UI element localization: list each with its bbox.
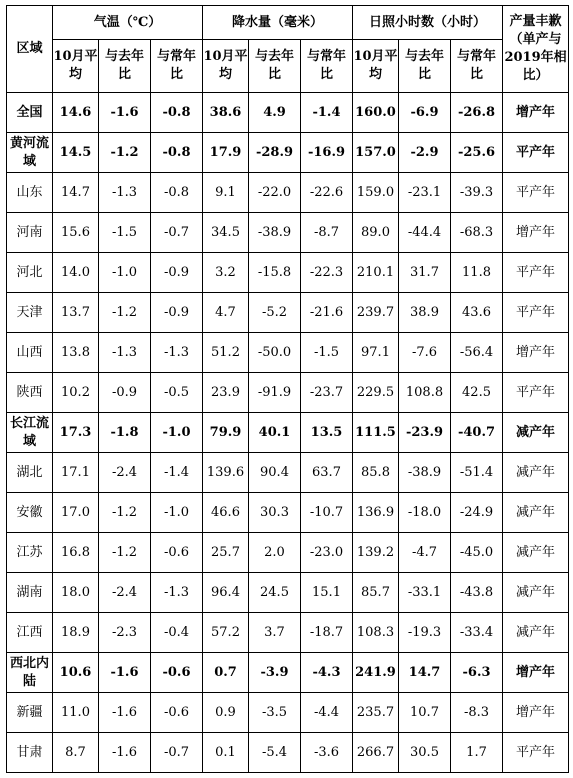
value-cell: 210.1: [353, 253, 399, 293]
table-row: [7, 413, 569, 453]
value-cell: 9.1: [203, 173, 249, 213]
value-cell: -19.3: [399, 613, 451, 653]
value-cell: -3.5: [249, 693, 301, 733]
value-cell: 18.0: [53, 573, 99, 613]
header-temp-last-year: 与去年比: [99, 40, 151, 93]
value-cell: -18.0: [399, 493, 451, 533]
value-cell: -0.9: [151, 253, 203, 293]
value-cell: 136.9: [353, 493, 399, 533]
table-row: [7, 573, 569, 613]
yield-cell: 平产年: [503, 173, 569, 213]
header-sunshine: 日照小时数（小时）: [353, 6, 503, 40]
region-cell: 河北: [7, 253, 53, 293]
header-row-sub: [7, 40, 569, 93]
value-cell: 13.5: [301, 413, 353, 453]
value-cell: -1.2: [99, 533, 151, 573]
value-cell: -3.6: [301, 733, 353, 773]
region-cell: 新疆: [7, 693, 53, 733]
yield-cell: 平产年: [503, 133, 569, 173]
value-cell: -8.3: [451, 693, 503, 733]
region-cell: 西北内陆: [7, 653, 53, 693]
value-cell: -1.6: [99, 693, 151, 733]
value-cell: 13.8: [53, 333, 99, 373]
value-cell: 229.5: [353, 373, 399, 413]
value-cell: 14.5: [53, 133, 99, 173]
value-cell: -2.4: [99, 573, 151, 613]
value-cell: 14.7: [53, 173, 99, 213]
yield-cell: 减产年: [503, 493, 569, 533]
value-cell: 139.2: [353, 533, 399, 573]
value-cell: -8.7: [301, 213, 353, 253]
value-cell: 139.6: [203, 453, 249, 493]
value-cell: -0.8: [151, 93, 203, 133]
value-cell: 85.7: [353, 573, 399, 613]
value-cell: -4.3: [301, 653, 353, 693]
value-cell: 30.5: [399, 733, 451, 773]
table-row: [7, 253, 569, 293]
value-cell: 160.0: [353, 93, 399, 133]
region-cell: 湖南: [7, 573, 53, 613]
value-cell: -6.3: [451, 653, 503, 693]
value-cell: -23.9: [399, 413, 451, 453]
value-cell: 57.2: [203, 613, 249, 653]
value-cell: -23.7: [301, 373, 353, 413]
yield-cell: 减产年: [503, 613, 569, 653]
region-cell: 甘肃: [7, 733, 53, 773]
header-row-main: [7, 6, 569, 40]
value-cell: 42.5: [451, 373, 503, 413]
value-cell: 4.7: [203, 293, 249, 333]
climate-yield-table: [6, 5, 569, 773]
value-cell: -1.4: [151, 453, 203, 493]
yield-cell: 增产年: [503, 333, 569, 373]
value-cell: 25.7: [203, 533, 249, 573]
value-cell: -7.6: [399, 333, 451, 373]
value-cell: -5.4: [249, 733, 301, 773]
value-cell: -39.3: [451, 173, 503, 213]
region-cell: 山东: [7, 173, 53, 213]
header-precipitation: 降水量（毫米）: [203, 6, 353, 40]
region-cell: 山西: [7, 333, 53, 373]
value-cell: -0.7: [151, 213, 203, 253]
value-cell: -1.5: [99, 213, 151, 253]
yield-cell: 增产年: [503, 693, 569, 733]
value-cell: -45.0: [451, 533, 503, 573]
value-cell: 14.6: [53, 93, 99, 133]
value-cell: 10.7: [399, 693, 451, 733]
value-cell: 4.9: [249, 93, 301, 133]
value-cell: -43.8: [451, 573, 503, 613]
value-cell: 24.5: [249, 573, 301, 613]
value-cell: -22.0: [249, 173, 301, 213]
value-cell: 51.2: [203, 333, 249, 373]
table-row: [7, 173, 569, 213]
region-cell: 安徽: [7, 493, 53, 533]
value-cell: 14.0: [53, 253, 99, 293]
value-cell: -21.6: [301, 293, 353, 333]
value-cell: -0.6: [151, 693, 203, 733]
region-cell: 天津: [7, 293, 53, 333]
value-cell: 14.7: [399, 653, 451, 693]
value-cell: 108.8: [399, 373, 451, 413]
value-cell: -18.7: [301, 613, 353, 653]
value-cell: -1.2: [99, 293, 151, 333]
value-cell: 0.7: [203, 653, 249, 693]
region-cell: 江苏: [7, 533, 53, 573]
value-cell: 111.5: [353, 413, 399, 453]
value-cell: -1.6: [99, 93, 151, 133]
table-row: [7, 373, 569, 413]
region-cell: 全国: [7, 93, 53, 133]
value-cell: 96.4: [203, 573, 249, 613]
table-row: [7, 293, 569, 333]
yield-cell: 减产年: [503, 533, 569, 573]
table-row: [7, 613, 569, 653]
value-cell: 90.4: [249, 453, 301, 493]
value-cell: 108.3: [353, 613, 399, 653]
value-cell: -10.7: [301, 493, 353, 533]
yield-cell: 减产年: [503, 573, 569, 613]
value-cell: -0.8: [151, 133, 203, 173]
value-cell: -0.9: [151, 293, 203, 333]
value-cell: -1.3: [99, 173, 151, 213]
value-cell: 3.2: [203, 253, 249, 293]
value-cell: -25.6: [451, 133, 503, 173]
value-cell: -0.6: [151, 533, 203, 573]
yield-cell: 平产年: [503, 733, 569, 773]
value-cell: -2.3: [99, 613, 151, 653]
value-cell: -6.9: [399, 93, 451, 133]
value-cell: -1.0: [99, 253, 151, 293]
value-cell: 40.1: [249, 413, 301, 453]
value-cell: 13.7: [53, 293, 99, 333]
header-temp-avg: 10月平均: [53, 40, 99, 93]
yield-cell: 减产年: [503, 413, 569, 453]
value-cell: -26.8: [451, 93, 503, 133]
yield-cell: 平产年: [503, 373, 569, 413]
value-cell: -0.6: [151, 653, 203, 693]
value-cell: 17.0: [53, 493, 99, 533]
value-cell: -1.6: [99, 733, 151, 773]
region-cell: 黄河流域: [7, 133, 53, 173]
value-cell: -3.9: [249, 653, 301, 693]
value-cell: 34.5: [203, 213, 249, 253]
value-cell: -1.5: [301, 333, 353, 373]
table-row: [7, 733, 569, 773]
value-cell: 18.9: [53, 613, 99, 653]
value-cell: 0.9: [203, 693, 249, 733]
region-cell: 江西: [7, 613, 53, 653]
value-cell: -15.8: [249, 253, 301, 293]
header-precip-avg: 10月平均: [203, 40, 249, 93]
value-cell: -0.9: [99, 373, 151, 413]
value-cell: 2.0: [249, 533, 301, 573]
value-cell: -0.4: [151, 613, 203, 653]
value-cell: 79.9: [203, 413, 249, 453]
region-cell: 陕西: [7, 373, 53, 413]
value-cell: 17.3: [53, 413, 99, 453]
region-cell: 河南: [7, 213, 53, 253]
table-row: [7, 653, 569, 693]
yield-cell: 减产年: [503, 453, 569, 493]
header-sun-normal: 与常年比: [451, 40, 503, 93]
yield-cell: 平产年: [503, 253, 569, 293]
value-cell: 38.9: [399, 293, 451, 333]
value-cell: 63.7: [301, 453, 353, 493]
data-table-container: [6, 5, 569, 773]
region-cell: 长江流域: [7, 413, 53, 453]
header-region: 区域: [7, 6, 53, 93]
value-cell: 235.7: [353, 693, 399, 733]
table-row: [7, 493, 569, 533]
value-cell: -33.4: [451, 613, 503, 653]
value-cell: 31.7: [399, 253, 451, 293]
value-cell: -22.6: [301, 173, 353, 213]
value-cell: 43.6: [451, 293, 503, 333]
value-cell: 15.1: [301, 573, 353, 613]
value-cell: -5.2: [249, 293, 301, 333]
value-cell: -1.3: [151, 573, 203, 613]
region-cell: 湖北: [7, 453, 53, 493]
value-cell: -1.3: [99, 333, 151, 373]
table-body: [7, 93, 569, 773]
value-cell: -4.4: [301, 693, 353, 733]
yield-cell: 增产年: [503, 653, 569, 693]
value-cell: -38.9: [399, 453, 451, 493]
value-cell: -2.9: [399, 133, 451, 173]
value-cell: -51.4: [451, 453, 503, 493]
value-cell: -1.8: [99, 413, 151, 453]
header-sun-avg: 10月平均: [353, 40, 399, 93]
value-cell: -23.1: [399, 173, 451, 213]
value-cell: -4.7: [399, 533, 451, 573]
value-cell: 11.8: [451, 253, 503, 293]
table-row: [7, 93, 569, 133]
value-cell: -0.8: [151, 173, 203, 213]
header-temperature: 气温（℃）: [53, 6, 203, 40]
value-cell: -44.4: [399, 213, 451, 253]
value-cell: -0.7: [151, 733, 203, 773]
value-cell: -33.1: [399, 573, 451, 613]
value-cell: 89.0: [353, 213, 399, 253]
value-cell: 266.7: [353, 733, 399, 773]
value-cell: 30.3: [249, 493, 301, 533]
value-cell: -56.4: [451, 333, 503, 373]
yield-cell: 平产年: [503, 293, 569, 333]
value-cell: -2.4: [99, 453, 151, 493]
table-row: [7, 533, 569, 573]
value-cell: -91.9: [249, 373, 301, 413]
value-cell: 16.8: [53, 533, 99, 573]
value-cell: 157.0: [353, 133, 399, 173]
value-cell: 23.9: [203, 373, 249, 413]
value-cell: 241.9: [353, 653, 399, 693]
table-row: [7, 453, 569, 493]
value-cell: -68.3: [451, 213, 503, 253]
value-cell: -40.7: [451, 413, 503, 453]
value-cell: -0.5: [151, 373, 203, 413]
yield-cell: 增产年: [503, 93, 569, 133]
table-header: [7, 6, 569, 93]
header-yield: 产量丰歉（单产与2019年相比）: [503, 6, 569, 93]
value-cell: 3.7: [249, 613, 301, 653]
header-precip-last-year: 与去年比: [249, 40, 301, 93]
value-cell: 1.7: [451, 733, 503, 773]
table-row: [7, 333, 569, 373]
value-cell: 0.1: [203, 733, 249, 773]
value-cell: -24.9: [451, 493, 503, 533]
value-cell: 85.8: [353, 453, 399, 493]
value-cell: 17.9: [203, 133, 249, 173]
value-cell: 97.1: [353, 333, 399, 373]
value-cell: -1.2: [99, 133, 151, 173]
value-cell: 38.6: [203, 93, 249, 133]
value-cell: -1.3: [151, 333, 203, 373]
table-row: [7, 693, 569, 733]
table-row: [7, 133, 569, 173]
value-cell: 239.7: [353, 293, 399, 333]
header-sun-last-year: 与去年比: [399, 40, 451, 93]
value-cell: 10.6: [53, 653, 99, 693]
value-cell: 159.0: [353, 173, 399, 213]
value-cell: 10.2: [53, 373, 99, 413]
value-cell: -28.9: [249, 133, 301, 173]
value-cell: 17.1: [53, 453, 99, 493]
value-cell: -50.0: [249, 333, 301, 373]
value-cell: -1.2: [99, 493, 151, 533]
value-cell: 8.7: [53, 733, 99, 773]
value-cell: -23.0: [301, 533, 353, 573]
value-cell: 11.0: [53, 693, 99, 733]
header-precip-normal: 与常年比: [301, 40, 353, 93]
value-cell: -16.9: [301, 133, 353, 173]
value-cell: -38.9: [249, 213, 301, 253]
header-temp-normal: 与常年比: [151, 40, 203, 93]
value-cell: -1.6: [99, 653, 151, 693]
value-cell: -1.0: [151, 493, 203, 533]
value-cell: -22.3: [301, 253, 353, 293]
value-cell: -1.0: [151, 413, 203, 453]
yield-cell: 增产年: [503, 213, 569, 253]
table-row: [7, 213, 569, 253]
value-cell: -1.4: [301, 93, 353, 133]
value-cell: 46.6: [203, 493, 249, 533]
value-cell: 15.6: [53, 213, 99, 253]
